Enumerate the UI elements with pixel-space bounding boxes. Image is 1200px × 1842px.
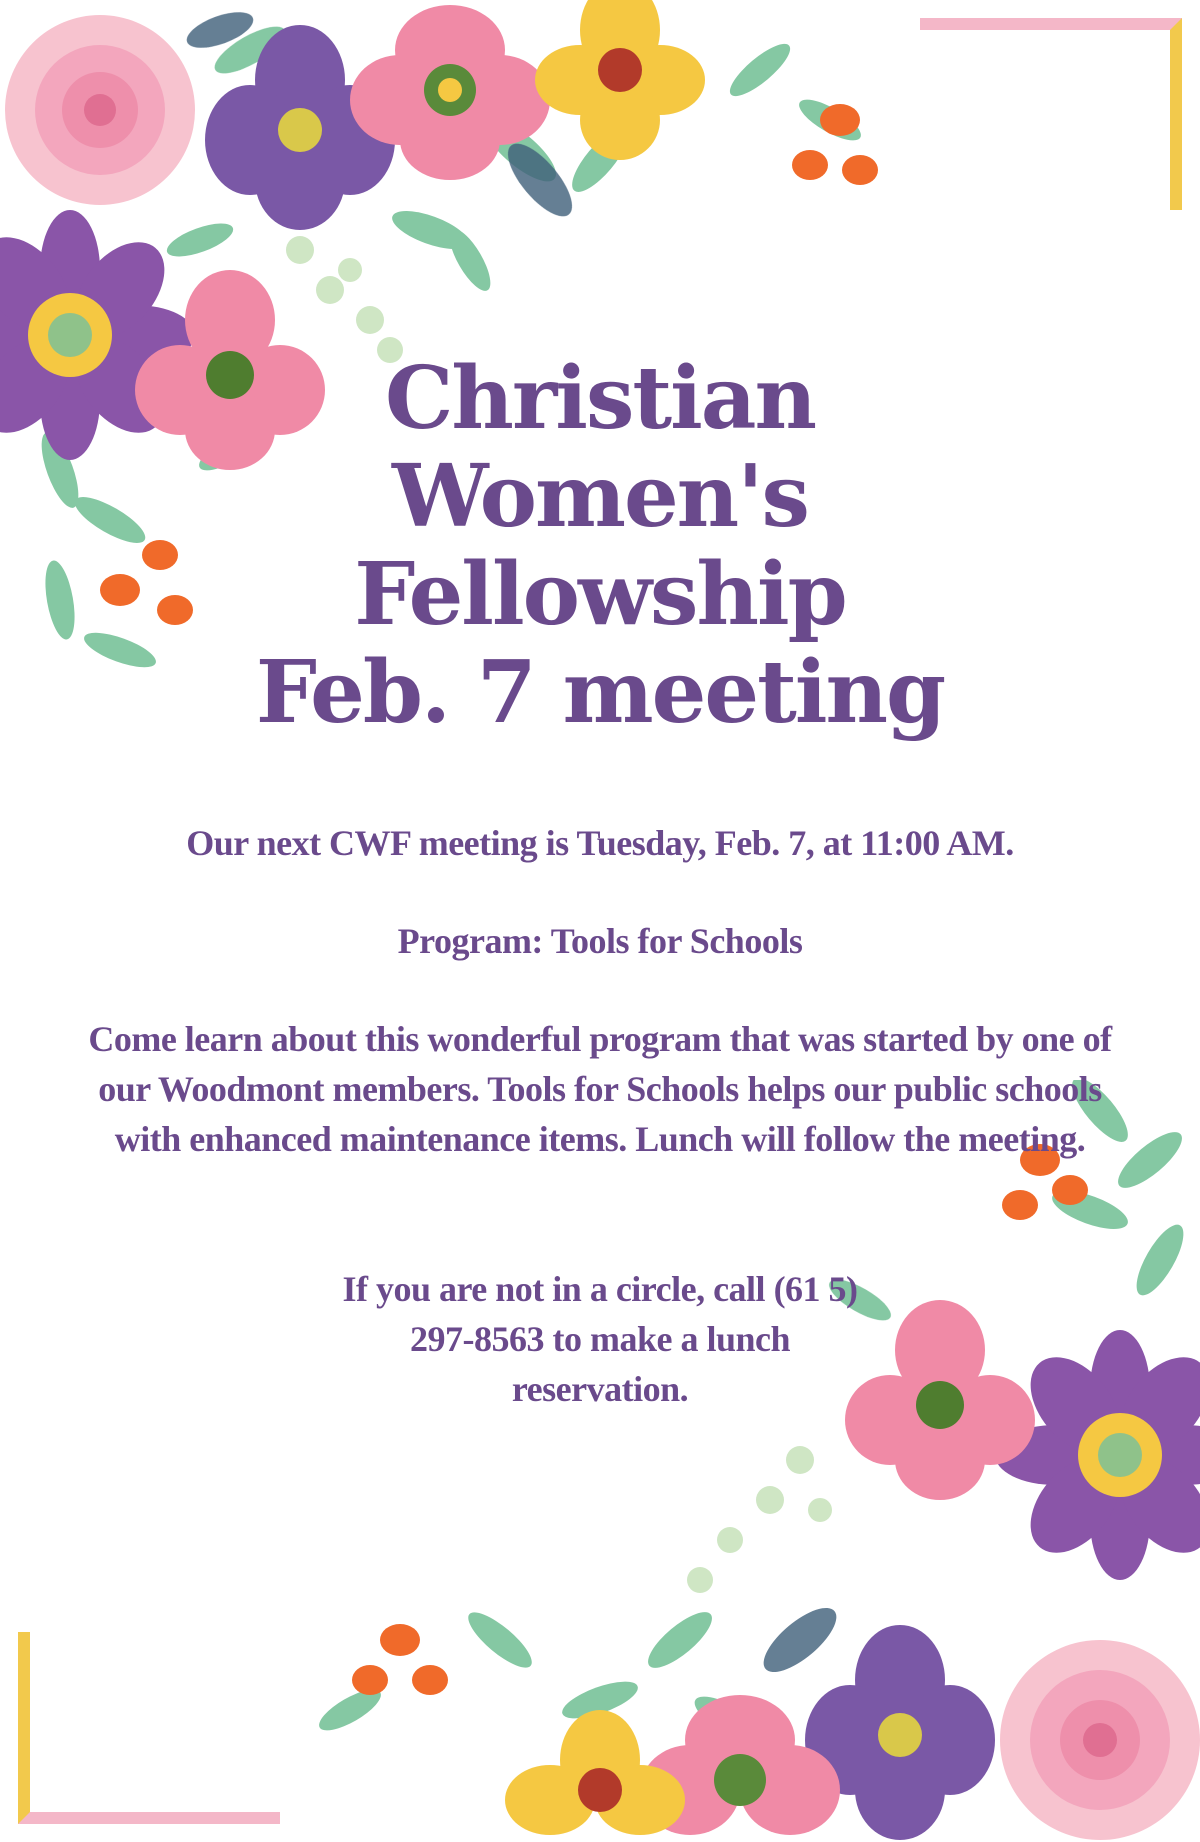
corner-bracket-top-right [920,18,1182,210]
title-line-3: Fellowship [354,544,846,645]
title-line-4: Feb. 7 meeting [255,642,945,743]
meeting-info: Our next CWF meeting is Tuesday, Feb. 7, at 11:00 AM. [186,823,1014,863]
reservation-info: If you are not in a circle, call (61 5) 297-8563 to make a lunch reservation. [342,1269,858,1409]
title-line-1: Christian [384,348,815,449]
flyer-title [70,350,1130,742]
floral-bottom-right-icon [300,1080,1200,1842]
title-line-2: Women's [392,446,808,547]
corner-bracket-bottom-left [18,1632,280,1824]
program-name: Program: Tools for Schools [397,921,803,961]
program-description: Come learn about this wonderful program that was started by one of our Woodmont members. Tools for Schools helps our public schools with enhanced maintenance items. Lunch will follow the meeting. [88,1019,1112,1159]
